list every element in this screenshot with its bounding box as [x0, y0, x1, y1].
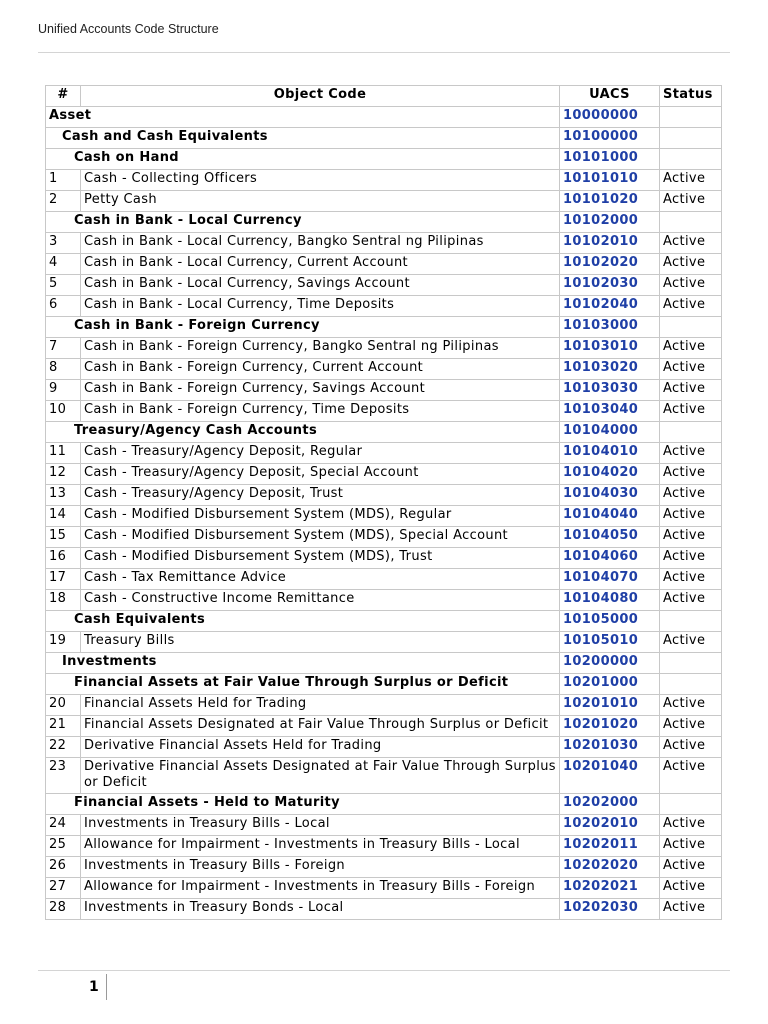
row-number: 11 — [46, 443, 81, 464]
table-row — [46, 485, 722, 506]
row-number: 13 — [46, 485, 81, 506]
uacs-code: 10202030 — [560, 899, 660, 920]
page-number-separator — [106, 974, 107, 1000]
object-code: Cash - Treasury/Agency Deposit, Trust — [81, 485, 560, 506]
group-label: Investments — [46, 653, 560, 674]
table-body — [46, 107, 722, 920]
table-group-row — [46, 611, 722, 632]
uacs-code: 10202011 — [560, 836, 660, 857]
row-number: 20 — [46, 695, 81, 716]
uacs-code: 10104080 — [560, 590, 660, 611]
status-cell: Active — [660, 836, 722, 857]
uacs-code: 10103040 — [560, 401, 660, 422]
object-code: Investments in Treasury Bills - Foreign — [81, 857, 560, 878]
table-row — [46, 443, 722, 464]
table-group-row — [46, 212, 722, 233]
uacs-code: 10102020 — [560, 254, 660, 275]
row-number: 25 — [46, 836, 81, 857]
header-uacs: UACS — [560, 86, 660, 107]
status-cell: Active — [660, 632, 722, 653]
object-code: Cash in Bank - Foreign Currency, Time Deposits — [81, 401, 560, 422]
row-number: 16 — [46, 548, 81, 569]
uacs-code: 10202010 — [560, 815, 660, 836]
status-cell: Active — [660, 401, 722, 422]
table-row — [46, 359, 722, 380]
object-code: Cash - Treasury/Agency Deposit, Special Account — [81, 464, 560, 485]
group-label: Cash on Hand — [46, 149, 560, 170]
row-number: 12 — [46, 464, 81, 485]
table-row — [46, 191, 722, 212]
table-group-row — [46, 317, 722, 338]
uacs-code: 10202021 — [560, 878, 660, 899]
row-number: 14 — [46, 506, 81, 527]
row-number: 24 — [46, 815, 81, 836]
object-code: Allowance for Impairment - Investments in Treasury Bills - Local — [81, 836, 560, 857]
status-cell: Active — [660, 380, 722, 401]
group-label: Cash Equivalents — [46, 611, 560, 632]
status-cell — [660, 128, 722, 149]
uacs-code: 10102000 — [560, 212, 660, 233]
status-cell: Active — [660, 296, 722, 317]
status-cell — [660, 674, 722, 695]
uacs-code: 10104050 — [560, 527, 660, 548]
row-number: 15 — [46, 527, 81, 548]
status-cell: Active — [660, 464, 722, 485]
table-row — [46, 857, 722, 878]
object-code: Investments in Treasury Bills - Local — [81, 815, 560, 836]
header-divider — [38, 52, 730, 53]
group-label: Asset — [46, 107, 560, 128]
status-cell: Active — [660, 338, 722, 359]
uacs-code: 10102040 — [560, 296, 660, 317]
row-number: 23 — [46, 758, 81, 794]
table-row — [46, 737, 722, 758]
object-code: Derivative Financial Assets Held for Trading — [81, 737, 560, 758]
status-cell: Active — [660, 815, 722, 836]
uacs-code: 10102010 — [560, 233, 660, 254]
status-cell — [660, 317, 722, 338]
object-code: Cash - Modified Disbursement System (MDS), Trust — [81, 548, 560, 569]
status-cell: Active — [660, 443, 722, 464]
object-code: Cash - Modified Disbursement System (MDS), Regular — [81, 506, 560, 527]
status-cell: Active — [660, 506, 722, 527]
object-code: Derivative Financial Assets Designated at Fair Value Through Surplus or Deficit — [81, 758, 560, 794]
table-row — [46, 233, 722, 254]
row-number: 2 — [46, 191, 81, 212]
uacs-code: 10104040 — [560, 506, 660, 527]
table-row — [46, 548, 722, 569]
uacs-code: 10201000 — [560, 674, 660, 695]
page-number: 1 — [89, 979, 99, 995]
header-num: # — [46, 86, 81, 107]
group-label: Cash and Cash Equivalents — [46, 128, 560, 149]
group-label: Cash in Bank - Local Currency — [46, 212, 560, 233]
uacs-code: 10100000 — [560, 128, 660, 149]
status-cell: Active — [660, 737, 722, 758]
row-number: 10 — [46, 401, 81, 422]
uacs-code: 10105010 — [560, 632, 660, 653]
row-number: 27 — [46, 878, 81, 899]
table-row — [46, 296, 722, 317]
status-cell — [660, 149, 722, 170]
table-group-row — [46, 653, 722, 674]
table-row — [46, 590, 722, 611]
uacs-code: 10201020 — [560, 716, 660, 737]
uacs-code: 10104060 — [560, 548, 660, 569]
object-code: Cash in Bank - Foreign Currency, Savings Account — [81, 380, 560, 401]
uacs-code: 10102030 — [560, 275, 660, 296]
row-number: 8 — [46, 359, 81, 380]
uacs-code: 10103030 — [560, 380, 660, 401]
status-cell: Active — [660, 695, 722, 716]
object-code: Financial Assets Held for Trading — [81, 695, 560, 716]
header-object-code: Object Code — [81, 86, 560, 107]
row-number: 3 — [46, 233, 81, 254]
table-group-row — [46, 422, 722, 443]
status-cell: Active — [660, 716, 722, 737]
object-code: Cash in Bank - Local Currency, Bangko Sentral ng Pilipinas — [81, 233, 560, 254]
uacs-code: 10103000 — [560, 317, 660, 338]
uacs-code: 10202000 — [560, 794, 660, 815]
status-cell — [660, 611, 722, 632]
row-number: 7 — [46, 338, 81, 359]
uacs-code: 10101000 — [560, 149, 660, 170]
table-header-row — [46, 86, 722, 107]
table-row — [46, 632, 722, 653]
row-number: 6 — [46, 296, 81, 317]
table-row — [46, 758, 722, 794]
table-row — [46, 878, 722, 899]
row-number: 28 — [46, 899, 81, 920]
group-label: Financial Assets at Fair Value Through Surplus or Deficit — [46, 674, 560, 695]
uacs-code: 10202020 — [560, 857, 660, 878]
status-cell: Active — [660, 359, 722, 380]
status-cell — [660, 422, 722, 443]
uacs-code: 10101010 — [560, 170, 660, 191]
uacs-code: 10104000 — [560, 422, 660, 443]
row-number: 19 — [46, 632, 81, 653]
status-cell — [660, 794, 722, 815]
status-cell: Active — [660, 233, 722, 254]
object-code: Cash in Bank - Local Currency, Savings Account — [81, 275, 560, 296]
uacs-code: 10200000 — [560, 653, 660, 674]
table-row — [46, 170, 722, 191]
row-number: 9 — [46, 380, 81, 401]
table-row — [46, 506, 722, 527]
object-code: Cash in Bank - Local Currency, Time Deposits — [81, 296, 560, 317]
row-number: 4 — [46, 254, 81, 275]
table-row — [46, 254, 722, 275]
row-number: 17 — [46, 569, 81, 590]
status-cell: Active — [660, 878, 722, 899]
group-label: Treasury/Agency Cash Accounts — [46, 422, 560, 443]
uacs-code: 10000000 — [560, 107, 660, 128]
object-code: Petty Cash — [81, 191, 560, 212]
object-code: Cash - Collecting Officers — [81, 170, 560, 191]
group-label: Cash in Bank - Foreign Currency — [46, 317, 560, 338]
uacs-code: 10104070 — [560, 569, 660, 590]
uacs-code: 10201030 — [560, 737, 660, 758]
uacs-code: 10201010 — [560, 695, 660, 716]
object-code: Cash - Constructive Income Remittance — [81, 590, 560, 611]
object-code: Cash in Bank - Local Currency, Current Account — [81, 254, 560, 275]
status-cell: Active — [660, 170, 722, 191]
uacs-code: 10104020 — [560, 464, 660, 485]
status-cell: Active — [660, 548, 722, 569]
object-code: Cash in Bank - Foreign Currency, Current Account — [81, 359, 560, 380]
status-cell — [660, 653, 722, 674]
uacs-code: 10101020 — [560, 191, 660, 212]
row-number: 1 — [46, 170, 81, 191]
uacs-code: 10103010 — [560, 338, 660, 359]
object-code: Cash - Tax Remittance Advice — [81, 569, 560, 590]
table-row — [46, 401, 722, 422]
table-row — [46, 836, 722, 857]
status-cell: Active — [660, 899, 722, 920]
table-row — [46, 464, 722, 485]
table-row — [46, 815, 722, 836]
row-number: 26 — [46, 857, 81, 878]
group-label: Financial Assets - Held to Maturity — [46, 794, 560, 815]
object-code: Investments in Treasury Bonds - Local — [81, 899, 560, 920]
header-status: Status — [660, 86, 722, 107]
table-group-row — [46, 674, 722, 695]
object-code: Cash - Treasury/Agency Deposit, Regular — [81, 443, 560, 464]
table-row — [46, 275, 722, 296]
table-row — [46, 899, 722, 920]
row-number: 5 — [46, 275, 81, 296]
object-code: Cash in Bank - Foreign Currency, Bangko Sentral ng Pilipinas — [81, 338, 560, 359]
status-cell: Active — [660, 569, 722, 590]
status-cell — [660, 212, 722, 233]
status-cell: Active — [660, 857, 722, 878]
page-header-title: Unified Accounts Code Structure — [38, 22, 219, 36]
row-number: 18 — [46, 590, 81, 611]
table-row — [46, 569, 722, 590]
uacs-code: 10201040 — [560, 758, 660, 794]
row-number: 22 — [46, 737, 81, 758]
table-group-row — [46, 128, 722, 149]
status-cell: Active — [660, 275, 722, 296]
table-row — [46, 716, 722, 737]
status-cell: Active — [660, 758, 722, 794]
table-row — [46, 380, 722, 401]
object-code: Financial Assets Designated at Fair Value Through Surplus or Deficit — [81, 716, 560, 737]
footer-divider — [38, 970, 730, 971]
row-number: 21 — [46, 716, 81, 737]
status-cell: Active — [660, 527, 722, 548]
status-cell — [660, 107, 722, 128]
object-code: Treasury Bills — [81, 632, 560, 653]
object-code: Cash - Modified Disbursement System (MDS), Special Account — [81, 527, 560, 548]
table-row — [46, 338, 722, 359]
table-group-row — [46, 149, 722, 170]
table-group-row — [46, 107, 722, 128]
status-cell: Active — [660, 254, 722, 275]
status-cell: Active — [660, 590, 722, 611]
uacs-code: 10104030 — [560, 485, 660, 506]
status-cell: Active — [660, 485, 722, 506]
object-code: Allowance for Impairment - Investments in Treasury Bills - Foreign — [81, 878, 560, 899]
table-row — [46, 527, 722, 548]
uacs-code: 10105000 — [560, 611, 660, 632]
table-row — [46, 695, 722, 716]
uacs-table — [45, 85, 722, 920]
status-cell: Active — [660, 191, 722, 212]
table-group-row — [46, 794, 722, 815]
uacs-code: 10103020 — [560, 359, 660, 380]
uacs-code: 10104010 — [560, 443, 660, 464]
